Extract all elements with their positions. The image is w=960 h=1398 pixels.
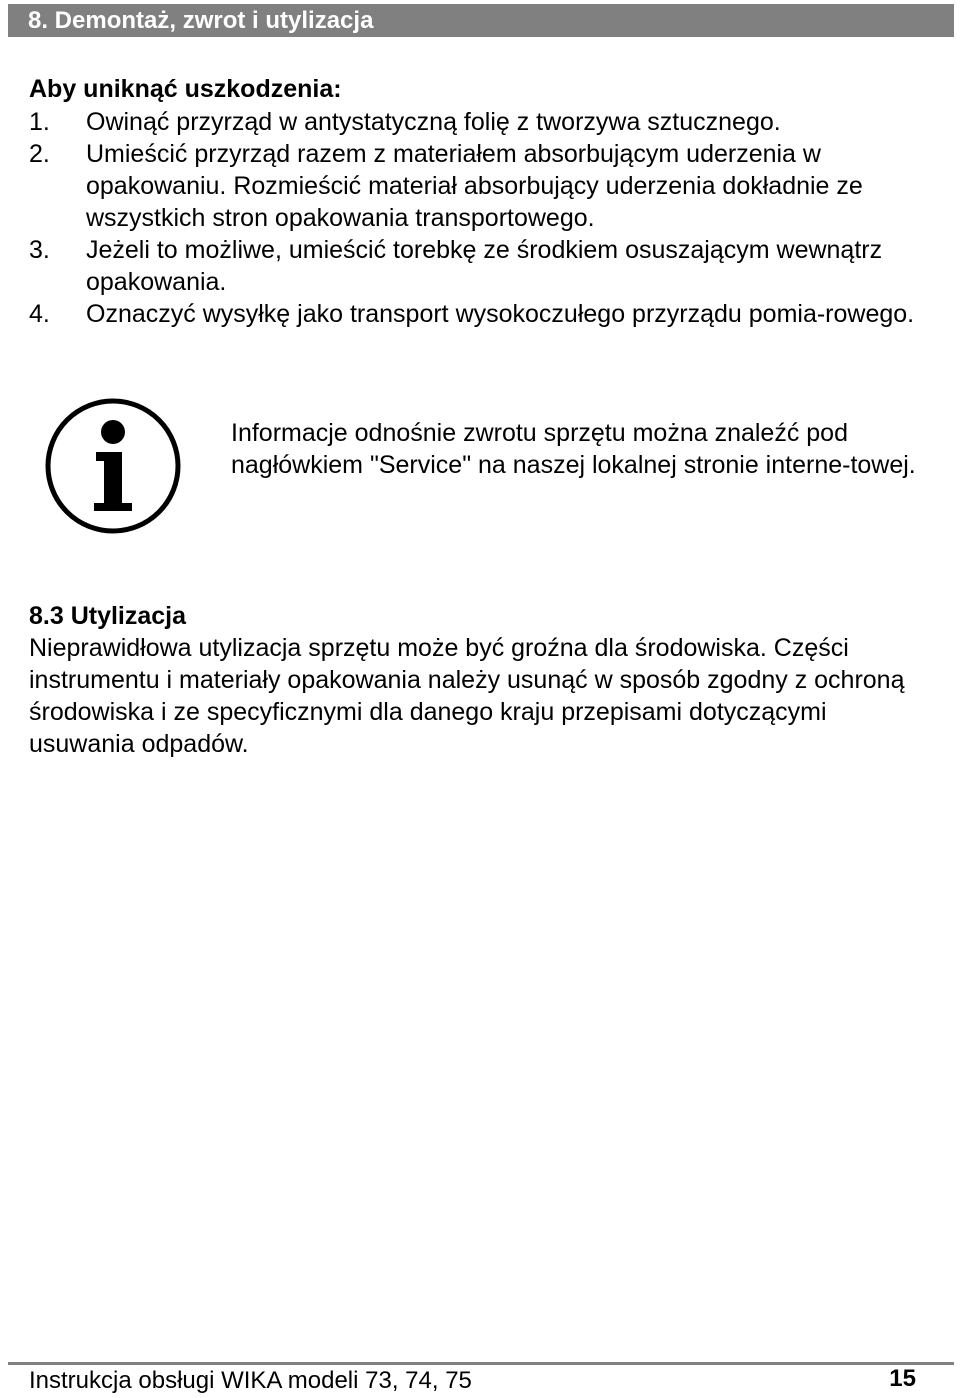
list-item <box>29 234 934 298</box>
damage-heading: Aby uniknąć uszkodzenia: <box>29 75 342 103</box>
footer-divider <box>8 1362 954 1365</box>
list-item <box>29 106 934 138</box>
disposal-text: Nieprawidłowa utylizacja sprzętu może być groźna dla środowiska. Części instrumentu i materiały opakowania należy usunąć w sposób zgodny z ochroną środowiska i ze specyficznymi dla danego kraju przepisami dotyczącymi usuwania odpadów. <box>29 634 905 758</box>
disposal-heading: 8.3 Utylizacja <box>29 602 187 630</box>
list-item <box>29 298 934 330</box>
list-item-text: Umieścić przyrząd razem z materiałem absorbującym uderzenia w opakowaniu. Rozmieścić materiał absorbujący uderzenia dokładnie ze wszystkich stron opakowania transportowego. <box>86 140 863 232</box>
list-item-number: 2. <box>29 140 50 168</box>
list-item-text: Jeżeli to możliwe, umieścić torebkę ze środkiem osuszającym wewnątrz opakowania. <box>86 236 883 296</box>
list-item-text: Owinąć przyrząd w antystatyczną folię z tworzywa sztucznego. <box>86 108 781 136</box>
footer-title: Instrukcja obsługi WIKA modeli 73, 74, 75 <box>29 1367 472 1394</box>
list-item-number: 3. <box>29 236 50 264</box>
instruction-list <box>29 106 934 330</box>
list-item <box>29 138 934 234</box>
info-icon <box>44 397 182 535</box>
list-item-number: 1. <box>29 108 50 136</box>
list-item-text: Oznaczyć wysyłkę jako transport wysokoczułego przyrządu pomia-rowego. <box>86 300 915 328</box>
section-header: 8. Demontaż, zwrot i utylizacja <box>8 4 954 37</box>
page-number: 15 <box>889 1365 916 1392</box>
info-note-text: Informacje odnośnie zwrotu sprzętu można znaleźć pod nagłówkiem "Service" na naszej lokalnej stronie interne-towej. <box>231 419 916 479</box>
list-item-number: 4. <box>29 300 50 328</box>
